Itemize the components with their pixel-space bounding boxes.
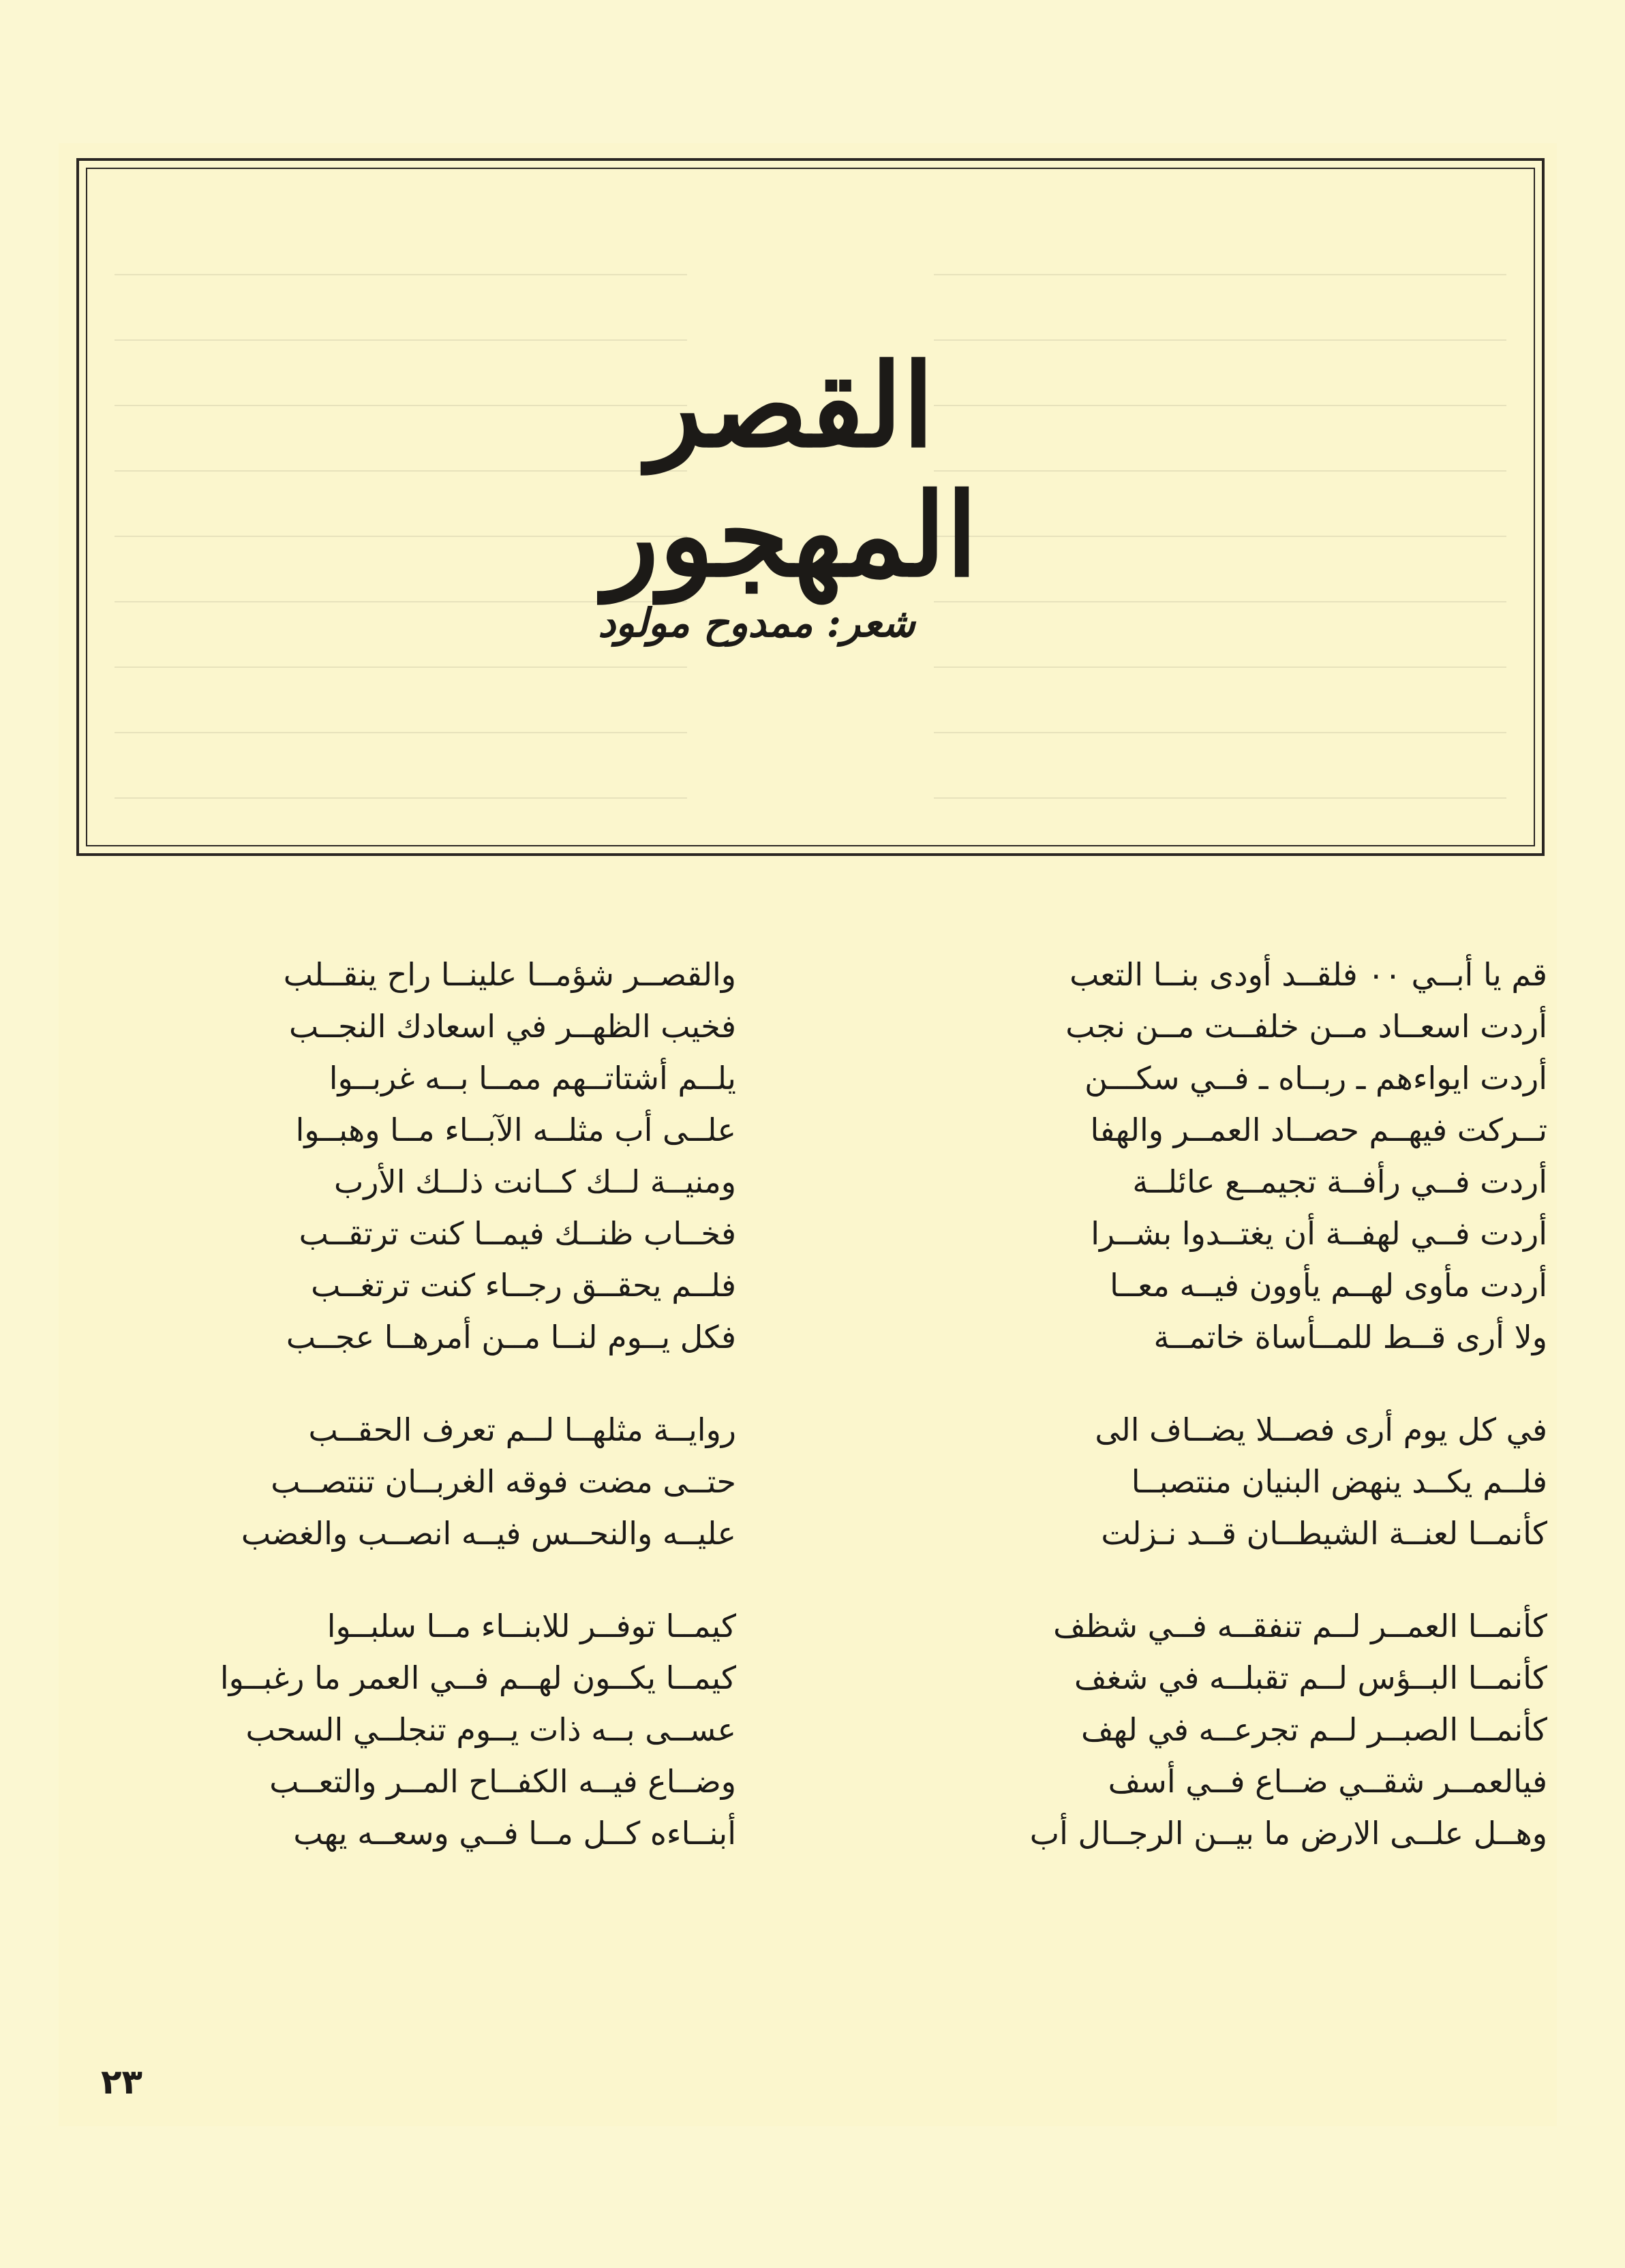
poem-column-left [68, 949, 736, 1859]
verse-line: أردت فــي لهفــة أن يغتــدوا بشــرا [1091, 1215, 1547, 1252]
poem-byline: شعر: ممدوح مولود [598, 600, 915, 646]
verse-line: فلــم يحقــق رجــاء كنت ترتغــب [311, 1267, 736, 1304]
verse-line: روايــة مثلهــا لــم تعرف الحقــب [308, 1411, 736, 1448]
verse-line: في كل يوم أرى فصــلا يضــاف الى [1095, 1411, 1547, 1448]
verse-line: عســى بــه ذات يــوم تنجلــي السحب [245, 1711, 736, 1748]
page-number: ٢٣ [101, 2062, 143, 2102]
verse-line: حتــى مضت فوقه الغربــان تنتصــب [271, 1463, 736, 1500]
verse-line: فيالعمــر شقــي ضــاع فــي أسف [1108, 1763, 1547, 1800]
verse-line: كيمــا يكــون لهــم فــي العمر ما رغبــوا [219, 1659, 736, 1696]
verse-line: أبنــاءه كــل مــا فــي وسعــه يهب [293, 1815, 736, 1852]
verse-line: كأنمــا لعنــة الشيطــان قــد نـزلت [1101, 1515, 1547, 1552]
verse-line: وهــل علــى الارض ما بيــن الرجــال أب [1029, 1815, 1547, 1852]
verse-line: كأنمــا البــؤس لــم تقبلــه في شغف [1074, 1659, 1547, 1696]
verse-line: ولا أرى قــط للمــأساة خاتمــة [1153, 1319, 1547, 1355]
verse-line: كأنمــا العمــر لــم تنفقــه فــي شظف [1053, 1608, 1547, 1644]
verse-line: وضــاع فيــه الكفــاح المــر والتعــب [269, 1763, 736, 1800]
verse-line: والقصــر شؤمــا علينــا راح ينقــلب [283, 956, 736, 993]
verse-line: ومنيــة لــك كــانت ذلــك الأرب [333, 1163, 736, 1200]
verse-line: فخــاب ظنــك فيمــا كنت ترتقــب [299, 1215, 736, 1252]
verse-line: قم يا أبــي ٠٠ فلقــد أودى بنــا التعب [1069, 956, 1547, 993]
verse-line: أردت اسعــاد مــن خلفــت مــن نجب [1065, 1008, 1547, 1045]
verse-line: كيمــا توفــر للابنــاء مــا سلبــوا [326, 1608, 736, 1644]
verse-line: أردت ايواءهم ـ ربــاه ـ فــي سكـــن [1084, 1060, 1547, 1097]
poem-column-right [872, 949, 1547, 1859]
verse-line: عليــه والنحــس فيــه انصــب والغضب [241, 1515, 736, 1552]
verse-line: أردت فــي رأفــة تجيمــع عائلــة [1132, 1163, 1547, 1200]
verse-line: فلــم يكــد ينهض البنيان منتصبــا [1131, 1463, 1547, 1500]
verse-line: يلــم أشتاتــهم ممــا بــه غربــوا [329, 1060, 736, 1097]
verse-line: فكل يــوم لنــا مــن أمرهــا عجــب [286, 1319, 736, 1355]
verse-line: أردت مأوى لهــم يأوون فيــه معــا [1110, 1267, 1547, 1304]
poem-title: القصر المهجور [603, 338, 978, 602]
verse-line: تــركت فيهــم حصــاد العمــر والهفا [1090, 1112, 1547, 1148]
verse-line: علــى أب مثلــه الآبــاء مــا وهبــوا [295, 1112, 736, 1148]
verse-line: كأنمــا الصبــر لــم تجرعــه في لهف [1081, 1711, 1547, 1748]
verse-line: فخيب الظهــر في اسعادك النجــب [288, 1008, 736, 1045]
